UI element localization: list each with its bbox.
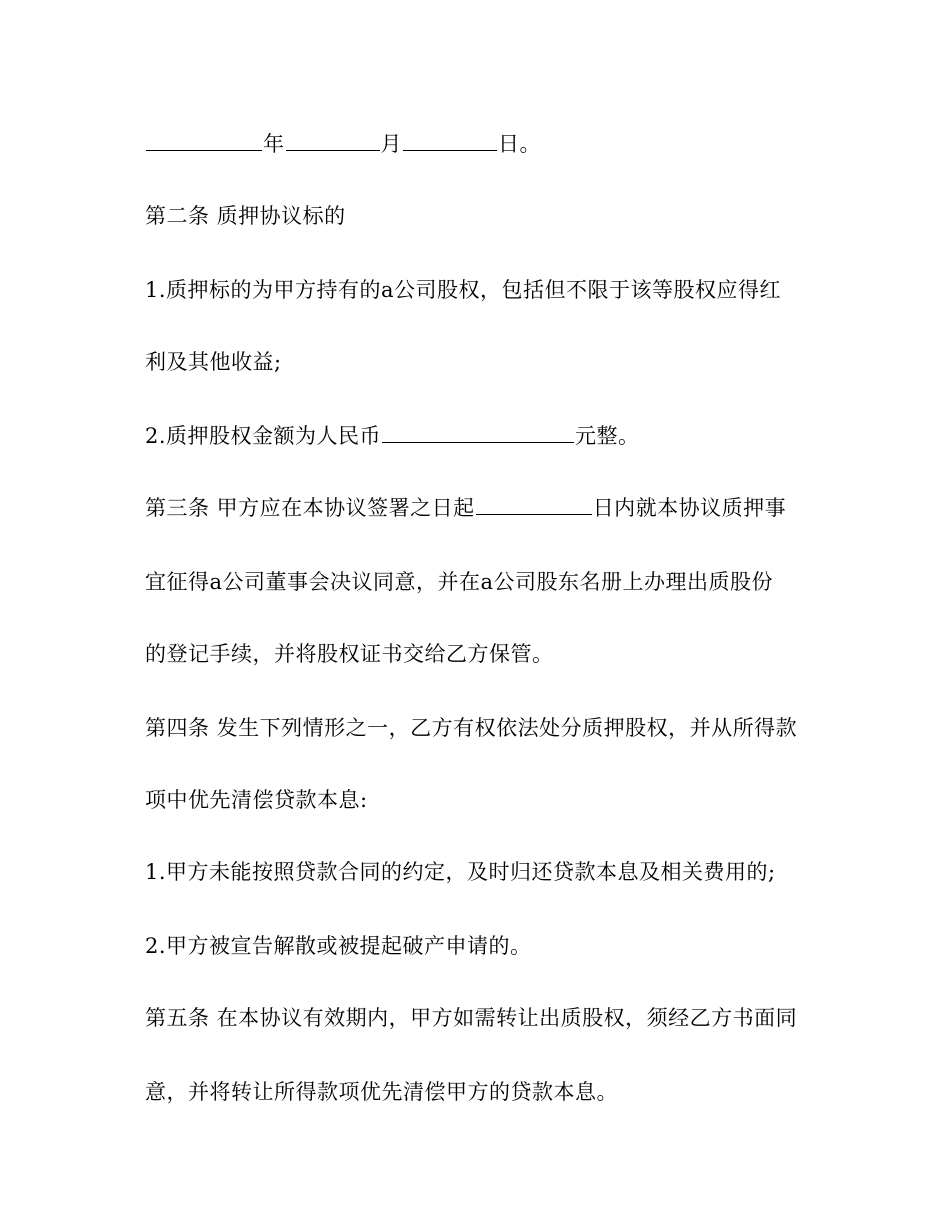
year-label: 年 xyxy=(263,132,285,156)
article-3-line-1 xyxy=(145,494,825,522)
article-4-item-2: 2.甲方被宣告解散或被提起破产申请的。 xyxy=(145,934,532,958)
article-3-line-3: 的登记手续，并将股权证书交给乙方保管。 xyxy=(145,642,554,666)
days-blank xyxy=(476,494,592,515)
article-5-line-1: 第五条 在本协议有效期内，甲方如需转让出质股权，须经乙方书面同 xyxy=(145,1006,798,1030)
article-2-item-1-line-1: 1.质押标的为甲方持有的a公司股权，包括但不限于该等股权应得红 xyxy=(145,278,782,302)
article-2-item-1-line-2: 利及其他收益; xyxy=(145,350,282,374)
amount-text-before: 2.质押股权金额为人民币 xyxy=(145,424,382,448)
month-blank xyxy=(286,130,380,151)
month-label: 月 xyxy=(380,132,402,156)
day-blank xyxy=(403,130,497,151)
amount-blank xyxy=(382,422,574,443)
article-4-line-1: 第四条 发生下列情形之一，乙方有权依法处分质押股权，并从所得款 xyxy=(145,716,798,740)
date-line xyxy=(145,130,825,158)
article-3-text-after: 日内就本协议质押事 xyxy=(592,496,787,520)
article-2-item-2 xyxy=(145,422,825,450)
article-3-text-before: 第三条 甲方应在本协议签署之日起 xyxy=(145,496,475,520)
amount-text-after: 元整。 xyxy=(575,424,640,448)
article-4-item-1: 1.甲方未能按照贷款合同的约定，及时归还贷款本息及相关费用的; xyxy=(145,860,776,884)
article-5-line-2: 意，并将转让所得款项优先清偿甲方的贷款本息。 xyxy=(145,1080,618,1104)
article-2-heading: 第二条 质押协议标的 xyxy=(145,204,346,228)
article-3-line-2: 宜征得a公司董事会决议同意，并在a公司股东名册上办理出质股份 xyxy=(145,570,774,594)
year-blank xyxy=(146,130,262,151)
article-4-line-2: 项中优先清偿贷款本息: xyxy=(145,788,368,812)
day-label: 日。 xyxy=(498,132,541,156)
